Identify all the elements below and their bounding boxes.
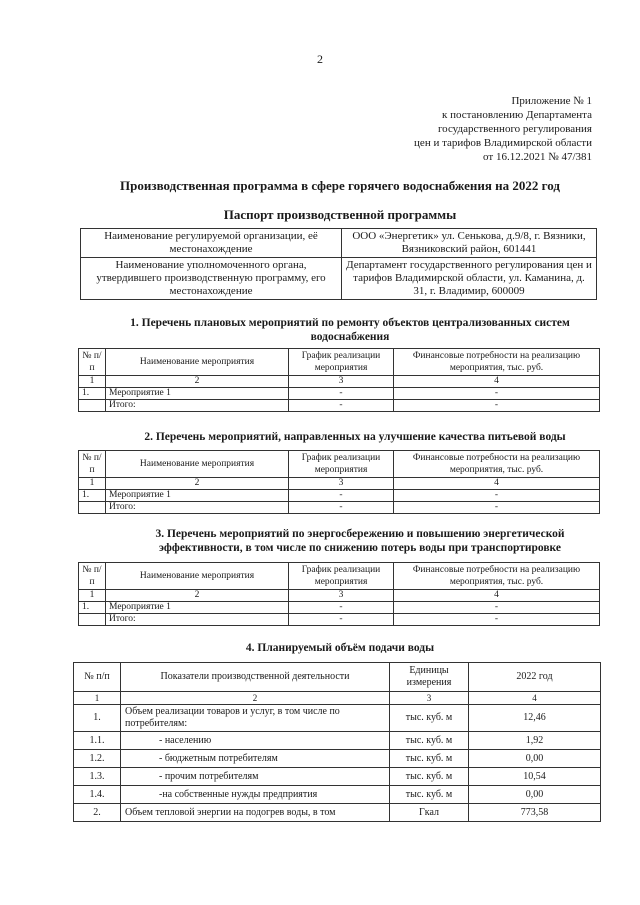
passport-label: Наименование регулируемой организации, её местонахождение [81,229,342,258]
index-row [79,590,600,602]
row-name: Мероприятие 1 [106,602,289,614]
row-unit: тыс. куб. м [390,705,469,732]
row-num: 1. [79,602,106,614]
index-cell: 3 [289,376,394,388]
header-row [74,663,601,692]
row-indicator: Объем реализации товаров и услуг, в том числе по потребителям: [121,705,390,732]
section-4-title: 4. Планируемый объём подачи воды [245,642,435,654]
row-num [79,502,106,514]
header-unit: Единицы измерения [390,663,469,692]
row-num: 1. [79,388,106,400]
table-row [79,502,600,514]
table-row [74,705,601,732]
row-name: Итого: [106,502,289,514]
passport-table [80,228,597,300]
index-cell: 2 [121,692,390,705]
row-schedule: - [289,388,394,400]
row-indicator: - прочим потребителям [121,768,390,786]
appendix-line: государственного регулирования [437,123,592,135]
table-row [79,388,600,400]
index-row [74,692,601,705]
appendix-line: цен и тарифов Владимирской области [414,137,592,149]
row-num [79,614,106,626]
table-row [79,490,600,502]
header-num: № п/п [79,451,106,478]
header-row [79,563,600,590]
index-cell: 1 [79,376,106,388]
header-num: № п/п [79,563,106,590]
appendix-block [414,94,592,164]
section-2-title: 2. Перечень мероприятий, направленных на улучшение качества питьевой воды [144,431,566,443]
row-num: 1.4. [74,786,121,804]
row-value: 1,92 [469,732,601,750]
passport-row [81,258,597,300]
row-num: 1.2. [74,750,121,768]
row-value: 0,00 [469,750,601,768]
index-cell: 3 [289,478,394,490]
header-num: № п/п [79,349,106,376]
row-name: Мероприятие 1 [106,388,289,400]
index-row [79,376,600,388]
row-num: 1.3. [74,768,121,786]
section-3-table [78,562,600,626]
table-row [74,732,601,750]
row-num: 1.1. [74,732,121,750]
header-finance: Финансовые потребности на реализацию мероприятия, тыс. руб. [394,563,600,590]
row-unit: тыс. куб. м [390,750,469,768]
row-unit: Гкал [390,804,469,822]
index-cell: 2 [106,376,289,388]
row-schedule: - [289,602,394,614]
header-schedule: График реализации мероприятия [289,349,394,376]
header-finance: Финансовые потребности на реализацию мероприятия, тыс. руб. [394,451,600,478]
index-cell: 2 [106,590,289,602]
row-finance: - [394,602,600,614]
row-indicator: - населению [121,732,390,750]
row-indicator: -на собственные нужды предприятия [121,786,390,804]
header-name: Наименование мероприятия [106,451,289,478]
index-cell: 4 [469,692,601,705]
index-cell: 1 [74,692,121,705]
row-num: 2. [74,804,121,822]
passport-value: Департамент государственного регулирования цен и тарифов Владимирской области, ул. Каманина, д. 31, г. Владимир, 600009 [342,258,597,300]
table-row [74,750,601,768]
table-row [79,602,600,614]
row-value: 12,46 [469,705,601,732]
header-row [79,349,600,376]
table-row [79,400,600,412]
row-num [79,400,106,412]
index-cell: 1 [79,478,106,490]
section-3-title: 3. Перечень мероприятий по энергосбережению и повышению энергетической эффективности, в том числе по снижению потерь воды при транспортировке [155,528,565,554]
header-name: Наименование мероприятия [106,563,289,590]
row-name: Итого: [106,400,289,412]
row-indicator: - бюджетным потребителям [121,750,390,768]
index-cell: 4 [394,376,600,388]
index-cell: 3 [289,590,394,602]
index-cell: 4 [394,478,600,490]
document-title: Производственная программа в сфере горячего водоснабжения на 2022 год [120,178,560,193]
index-cell: 4 [394,590,600,602]
header-finance: Финансовые потребности на реализацию мероприятия, тыс. руб. [394,349,600,376]
appendix-line: Приложение № 1 [511,95,592,107]
row-finance: - [394,614,600,626]
table-row [74,768,601,786]
section-2-table [78,450,600,514]
row-indicator: Объем тепловой энергии на подогрев воды, в том [121,804,390,822]
table-row [74,786,601,804]
row-value: 0,00 [469,786,601,804]
header-row [79,451,600,478]
header-year: 2022 год [469,663,601,692]
row-unit: тыс. куб. м [390,732,469,750]
row-schedule: - [289,614,394,626]
header-indicator: Показатели производственной деятельности [121,663,390,692]
row-value: 10,54 [469,768,601,786]
appendix-line: к постановлению Департамента [441,109,592,121]
row-finance: - [394,388,600,400]
section-1-table [78,348,600,412]
passport-label: Наименование уполномоченного органа, утвердившего производственную программу, его местонахождение [81,258,342,300]
table-row [79,614,600,626]
header-num: № п/п [74,663,121,692]
index-cell: 3 [390,692,469,705]
table-row [74,804,601,822]
row-name: Итого: [106,614,289,626]
passport-title: Паспорт производственной программы [223,207,457,222]
row-unit: тыс. куб. м [390,786,469,804]
header-schedule: График реализации мероприятия [289,563,394,590]
row-num: 1. [74,705,121,732]
row-value: 773,58 [469,804,601,822]
section-1-title: 1. Перечень плановых мероприятий по ремонту объектов централизованных систем водоснабжения [130,317,570,343]
index-cell: 2 [106,478,289,490]
header-name: Наименование мероприятия [106,349,289,376]
row-finance: - [394,490,600,502]
row-name: Мероприятие 1 [106,490,289,502]
row-finance: - [394,400,600,412]
passport-row [81,229,597,258]
passport-value: ООО «Энергетик» ул. Сенькова, д.9/8, г. Вязники, Вязниковский район, 601441 [342,229,597,258]
row-unit: тыс. куб. м [390,768,469,786]
row-schedule: - [289,490,394,502]
row-schedule: - [289,400,394,412]
appendix-line: от 16.12.2021 № 47/381 [483,151,592,163]
row-schedule: - [289,502,394,514]
header-schedule: График реализации мероприятия [289,451,394,478]
row-num: 1. [79,490,106,502]
volume-table [73,662,601,822]
index-cell: 1 [79,590,106,602]
index-row [79,478,600,490]
row-finance: - [394,502,600,514]
page-number: 2 [317,52,323,66]
